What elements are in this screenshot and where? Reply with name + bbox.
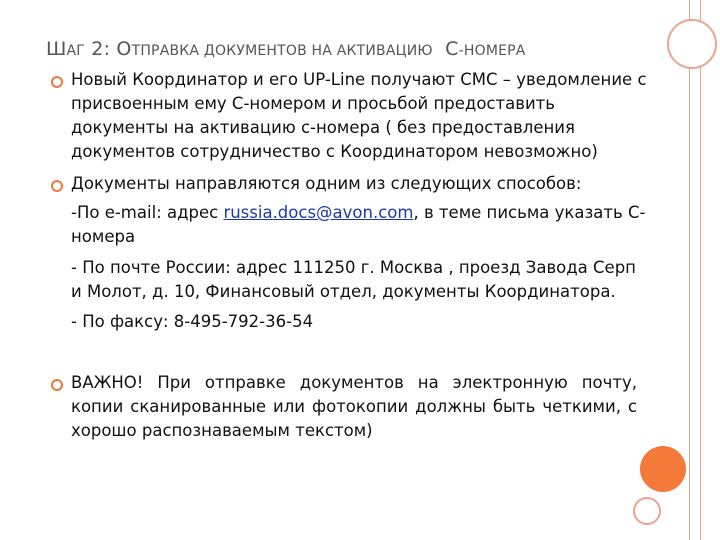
email-suffix: , в теме письма указать С-номера [71, 203, 646, 246]
email-link[interactable]: russia.docs@avon.com [223, 203, 414, 222]
title-number: 2: [85, 38, 117, 60]
title-word-3: -НОМЕРА [458, 43, 526, 59]
title-cap-1: Ш [46, 38, 67, 60]
slide-title [46, 38, 646, 60]
title-word-2: ТПРАВКА ДОКУМЕНТОВ НА АКТИВАЦИЮ [131, 43, 433, 59]
title-cap-2: О [116, 38, 132, 60]
important-note: ВАЖНО! При отправке документов на электронную почту, копии сканированные или фотокопии должны быть четкими, с хорошо распознаваемым текстом) [71, 373, 637, 440]
bullet-icon [50, 74, 64, 88]
decorative-circle-orange [640, 446, 686, 492]
title-cap-3: С [445, 38, 459, 60]
email-prefix: -По e-mail: адрес [71, 203, 224, 222]
bullet-icon [50, 377, 64, 391]
method-fax: - По факсу: 8-495-792-36-54 [71, 312, 314, 331]
decorative-circle-bottom [633, 497, 661, 525]
bullet-icon [50, 178, 64, 192]
bullet-text-1: Новый Координатор и его UP-Line получают СМС – уведомление с присвоенным ему С-номером и просьбой предоставить документы на активацию с-номера ( без предоставления документов сотрудничество с Координатором невозможно) [71, 70, 647, 161]
decorative-frame-line [689, 0, 701, 540]
title-word-1: АГ [66, 43, 86, 59]
method-post: - По почте России: адрес 111250 г. Москва , проезд Завода Серп и Молот, д. 10, Финансовый отдел, документы Координатора. [71, 258, 636, 301]
bullet-text-2: Документы направляются одним из следующих способов: [71, 174, 582, 193]
method-email [71, 201, 651, 249]
decorative-circle-top [667, 19, 717, 69]
